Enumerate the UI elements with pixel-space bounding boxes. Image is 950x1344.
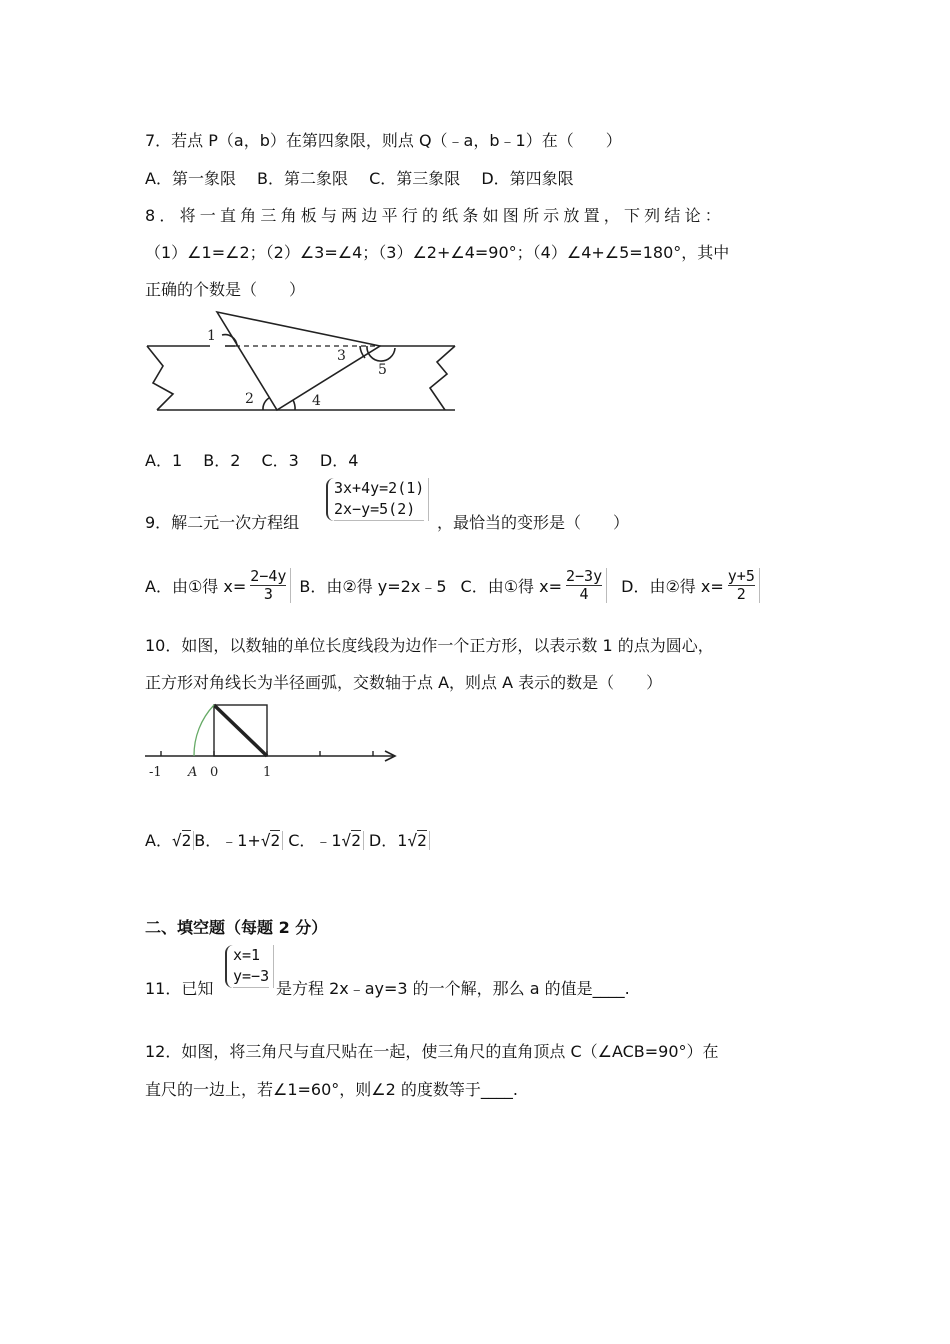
q12-stem-line2: 直尺的一边上，若∠1=60°，则∠2 的度数等于____. (145, 1080, 518, 1099)
q9-option-a-numerator: 2−4y (250, 567, 287, 585)
q8-angle-label-1: 1 (207, 328, 216, 344)
q8-stem-line1: 8．将一直角三角板与两边平行的纸条如图所示放置，下列结论： (145, 206, 725, 225)
q9-option-c-numerator: 2−3y (566, 567, 603, 585)
q9-equation-system (326, 478, 429, 521)
q10-option-d-prefix: D．1 (368, 831, 408, 850)
q11-prefix: 11．已知 (145, 979, 214, 998)
q9-option-a-denominator: 3 (263, 585, 273, 603)
q10-option-a-sqrt: √2 (172, 831, 194, 850)
q8-angle-label-3: 3 (337, 348, 346, 364)
q9-option-d-fraction (726, 568, 760, 603)
q9-stem-suffix: ，最恰当的变形是（ ） (437, 513, 630, 532)
q10-axis-label-A: A (188, 765, 198, 780)
q9-option-c-fraction (564, 568, 607, 603)
q8-stem-line2: （1）∠1=∠2；（2）∠3=∠4；（3）∠2+∠4=90°；（4）∠4+∠5=180°，其中 (145, 243, 730, 262)
q8-angle-label-4: 4 (312, 393, 321, 409)
q8-options: A．1 B．2 C．3 D．4 (145, 451, 359, 470)
q10-axis-label-0: 0 (210, 765, 219, 780)
q10-option-d-sqrt: √2 (407, 831, 429, 850)
q10-axis-label-1: 1 (263, 765, 272, 780)
q10-option-b-prefix: B．﹣1+ (194, 831, 261, 850)
q9-option-b: B．由②得 y=2x﹣5 (299, 577, 447, 596)
q8-stem-line3: 正确的个数是（ ） (145, 280, 306, 299)
q7-options: A．第一象限 B．第二象限 C．第三象限 D．第四象限 (145, 169, 574, 188)
q9-stem-prefix: 9．解二元一次方程组 (145, 513, 300, 532)
q7-stem: 7．若点 P（a，b）在第四象限，则点 Q（﹣a，b﹣1）在（ ） (145, 131, 622, 150)
q8-angle-label-2: 2 (245, 391, 254, 407)
q9-option-a-fraction (248, 568, 291, 603)
q8-figure (145, 308, 460, 413)
q9-option-c-prefix: C．由①得 x= (460, 577, 562, 596)
q10-option-b-sqrt: √2 (261, 831, 283, 850)
q10-option-a-prefix: A． (145, 831, 172, 850)
q9-option-a-prefix: A．由①得 x= (145, 577, 247, 596)
q9-option-d-prefix: D．由②得 x= (621, 577, 724, 596)
q10-axis-label-neg1: -1 (149, 765, 162, 780)
q9-option-d-denominator: 2 (736, 585, 746, 603)
q9-option-d-numerator: y+5 (727, 567, 755, 585)
q10-stem-line1: 10．如图，以数轴的单位长度线段为边作一个正方形，以表示数 1 的点为圆心， (145, 636, 714, 655)
q12-stem-line1: 12．如图，将三角尺与直尺贴在一起，使三角尺的直角顶点 C（∠ACB=90°）在 (145, 1042, 719, 1061)
q11-x-value: x=1 (233, 946, 261, 964)
section-2-heading: 二、填空题（每题 2 分） (145, 918, 328, 937)
q9-equation-2: 2x−y=5(2) (334, 499, 424, 521)
q10-options (145, 828, 430, 851)
q11-solution-system (225, 945, 274, 988)
q11-suffix: 是方程 2x﹣ay=3 的一个解，那么 a 的值是____. (276, 979, 630, 998)
q10-number-line-figure (143, 700, 403, 785)
q9-option-c-denominator: 4 (579, 585, 589, 603)
q9-options (145, 568, 762, 603)
q10-option-c-sqrt: √2 (342, 831, 364, 850)
q10-stem-line2: 正方形对角线长为半径画弧，交数轴于点 A，则点 A 表示的数是（ ） (145, 673, 663, 692)
q9-equation-1: 3x+4y=2(1) (334, 479, 425, 497)
q8-angle-label-5: 5 (378, 362, 387, 378)
q10-option-c-prefix: C．﹣1 (288, 831, 342, 850)
q11-y-value: y=−3 (233, 966, 269, 988)
